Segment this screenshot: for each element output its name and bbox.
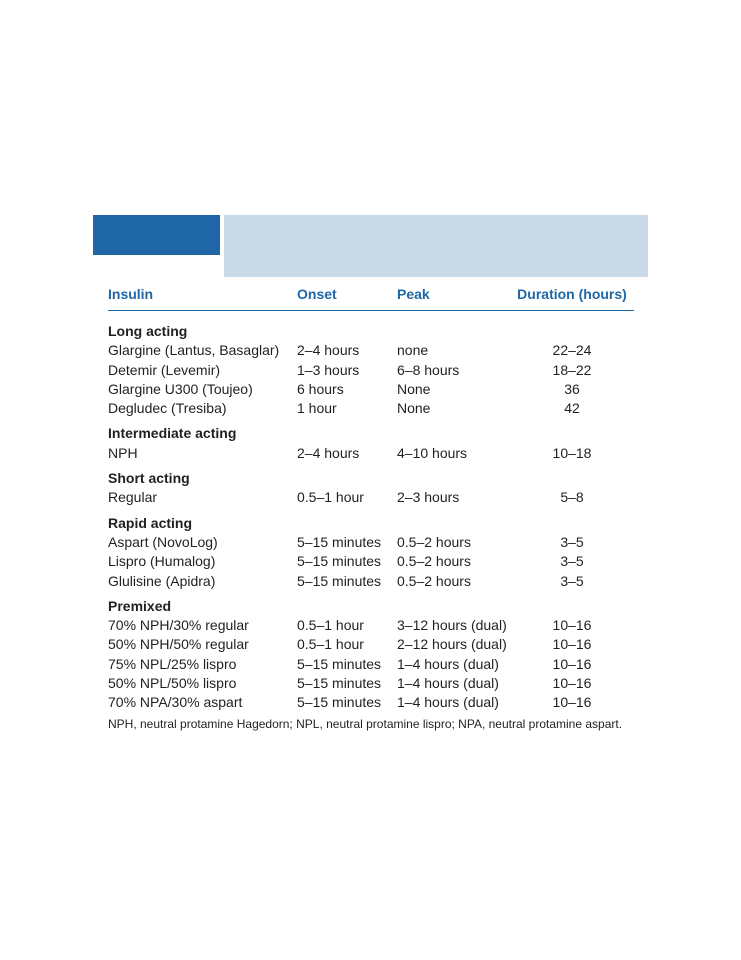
table-row (108, 533, 634, 552)
cell-onset: 1–3 hours (297, 361, 360, 378)
category-row (108, 463, 634, 488)
cell-peak: 2–12 hours (dual) (397, 636, 507, 653)
insulin-table (108, 280, 634, 713)
cell-onset: 2–4 hours (297, 444, 360, 461)
table-body (108, 311, 634, 713)
cell-peak: 4–10 hours (397, 444, 468, 461)
cell-peak: 1–4 hours (dual) (397, 675, 499, 692)
cell-duration: 10–16 (552, 617, 592, 634)
cell-peak: 1–4 hours (dual) (397, 694, 499, 711)
cell-peak: 0.5–2 hours (397, 533, 471, 550)
cell-onset: 5–15 minutes (297, 675, 382, 692)
cell-insulin: Regular (108, 489, 158, 506)
cell-duration: 10–16 (552, 655, 592, 672)
header-duration: Duration (hours) (510, 280, 634, 311)
table-row (108, 488, 634, 507)
table-row (108, 361, 634, 380)
cell-onset: 0.5–1 hour (297, 617, 364, 634)
category-row (108, 591, 634, 616)
cell-insulin: Glulisine (Apidra) (108, 572, 216, 589)
cell-onset: 5–15 minutes (297, 533, 382, 550)
category-label: Intermediate acting (108, 425, 237, 442)
cell-duration: 42 (564, 400, 580, 417)
cell-duration: 5–8 (560, 489, 584, 506)
header-insulin: Insulin (108, 280, 297, 311)
cell-onset: 0.5–1 hour (297, 489, 364, 506)
cell-insulin: 50% NPL/50% lispro (108, 675, 237, 692)
cell-onset: 5–15 minutes (297, 655, 382, 672)
header-peak: Peak (397, 280, 510, 311)
cell-peak: 0.5–2 hours (397, 553, 471, 570)
table-row (108, 693, 634, 712)
category-label: Long acting (108, 323, 188, 339)
table-row (108, 616, 634, 635)
cell-duration: 3–5 (560, 533, 584, 550)
table-title-banner (224, 215, 648, 277)
cell-peak: 1–4 hours (dual) (397, 655, 499, 672)
cell-onset: 5–15 minutes (297, 694, 382, 711)
table-row (108, 572, 634, 591)
category-label: Premixed (108, 597, 172, 614)
cell-duration: 10–16 (552, 694, 592, 711)
table-header-row (108, 280, 634, 311)
cell-insulin: Glargine U300 (Toujeo) (108, 380, 253, 397)
table-row (108, 552, 634, 571)
cell-peak: None (397, 400, 431, 417)
cell-insulin: 50% NPH/50% regular (108, 636, 249, 653)
cell-insulin: Lispro (Humalog) (108, 553, 216, 570)
cell-insulin: Detemir (Levemir) (108, 361, 221, 378)
footnote: NPH, neutral protamine Hagedorn; NPL, neutral protamine lispro; NPA, neutral protamine aspart. (108, 717, 623, 731)
cell-onset: 1 hour (297, 400, 337, 417)
cell-duration: 36 (564, 380, 580, 397)
table-row (108, 655, 634, 674)
table-label-block (93, 215, 220, 255)
cell-insulin: Aspart (NovoLog) (108, 533, 218, 550)
cell-duration: 10–16 (552, 636, 592, 653)
cell-onset: 5–15 minutes (297, 553, 382, 570)
cell-insulin: 70% NPH/30% regular (108, 617, 249, 634)
table-row (108, 444, 634, 463)
category-row (108, 316, 634, 341)
cell-insulin: Glargine (Lantus, Basaglar) (108, 342, 280, 359)
category-label: Rapid acting (108, 514, 193, 531)
category-row (108, 418, 634, 443)
cell-peak: none (397, 342, 429, 359)
cell-insulin: Degludec (Tresiba) (108, 400, 227, 417)
cell-peak: 3–12 hours (dual) (397, 617, 507, 634)
table-row (108, 674, 634, 693)
table-row (108, 380, 634, 399)
cell-peak: 0.5–2 hours (397, 572, 471, 589)
cell-insulin: 75% NPL/25% lispro (108, 655, 237, 672)
cell-onset: 2–4 hours (297, 342, 360, 359)
table-row (108, 635, 634, 654)
cell-onset: 0.5–1 hour (297, 636, 364, 653)
cell-insulin: 70% NPA/30% aspart (108, 694, 243, 711)
cell-onset: 6 hours (297, 380, 344, 397)
cell-onset: 5–15 minutes (297, 572, 382, 589)
category-row (108, 508, 634, 533)
cell-peak: 6–8 hours (397, 361, 460, 378)
cell-insulin: NPH (108, 444, 138, 461)
header-onset: Onset (297, 280, 397, 311)
cell-duration: 3–5 (560, 553, 584, 570)
cell-duration: 22–24 (552, 342, 592, 359)
cell-duration: 18–22 (552, 361, 592, 378)
cell-peak: 2–3 hours (397, 489, 460, 506)
table-row (108, 399, 634, 418)
table-row (108, 341, 634, 360)
category-label: Short acting (108, 470, 190, 487)
cell-duration: 10–18 (552, 444, 592, 461)
cell-peak: None (397, 380, 431, 397)
cell-duration: 10–16 (552, 675, 592, 692)
cell-duration: 3–5 (560, 572, 584, 589)
